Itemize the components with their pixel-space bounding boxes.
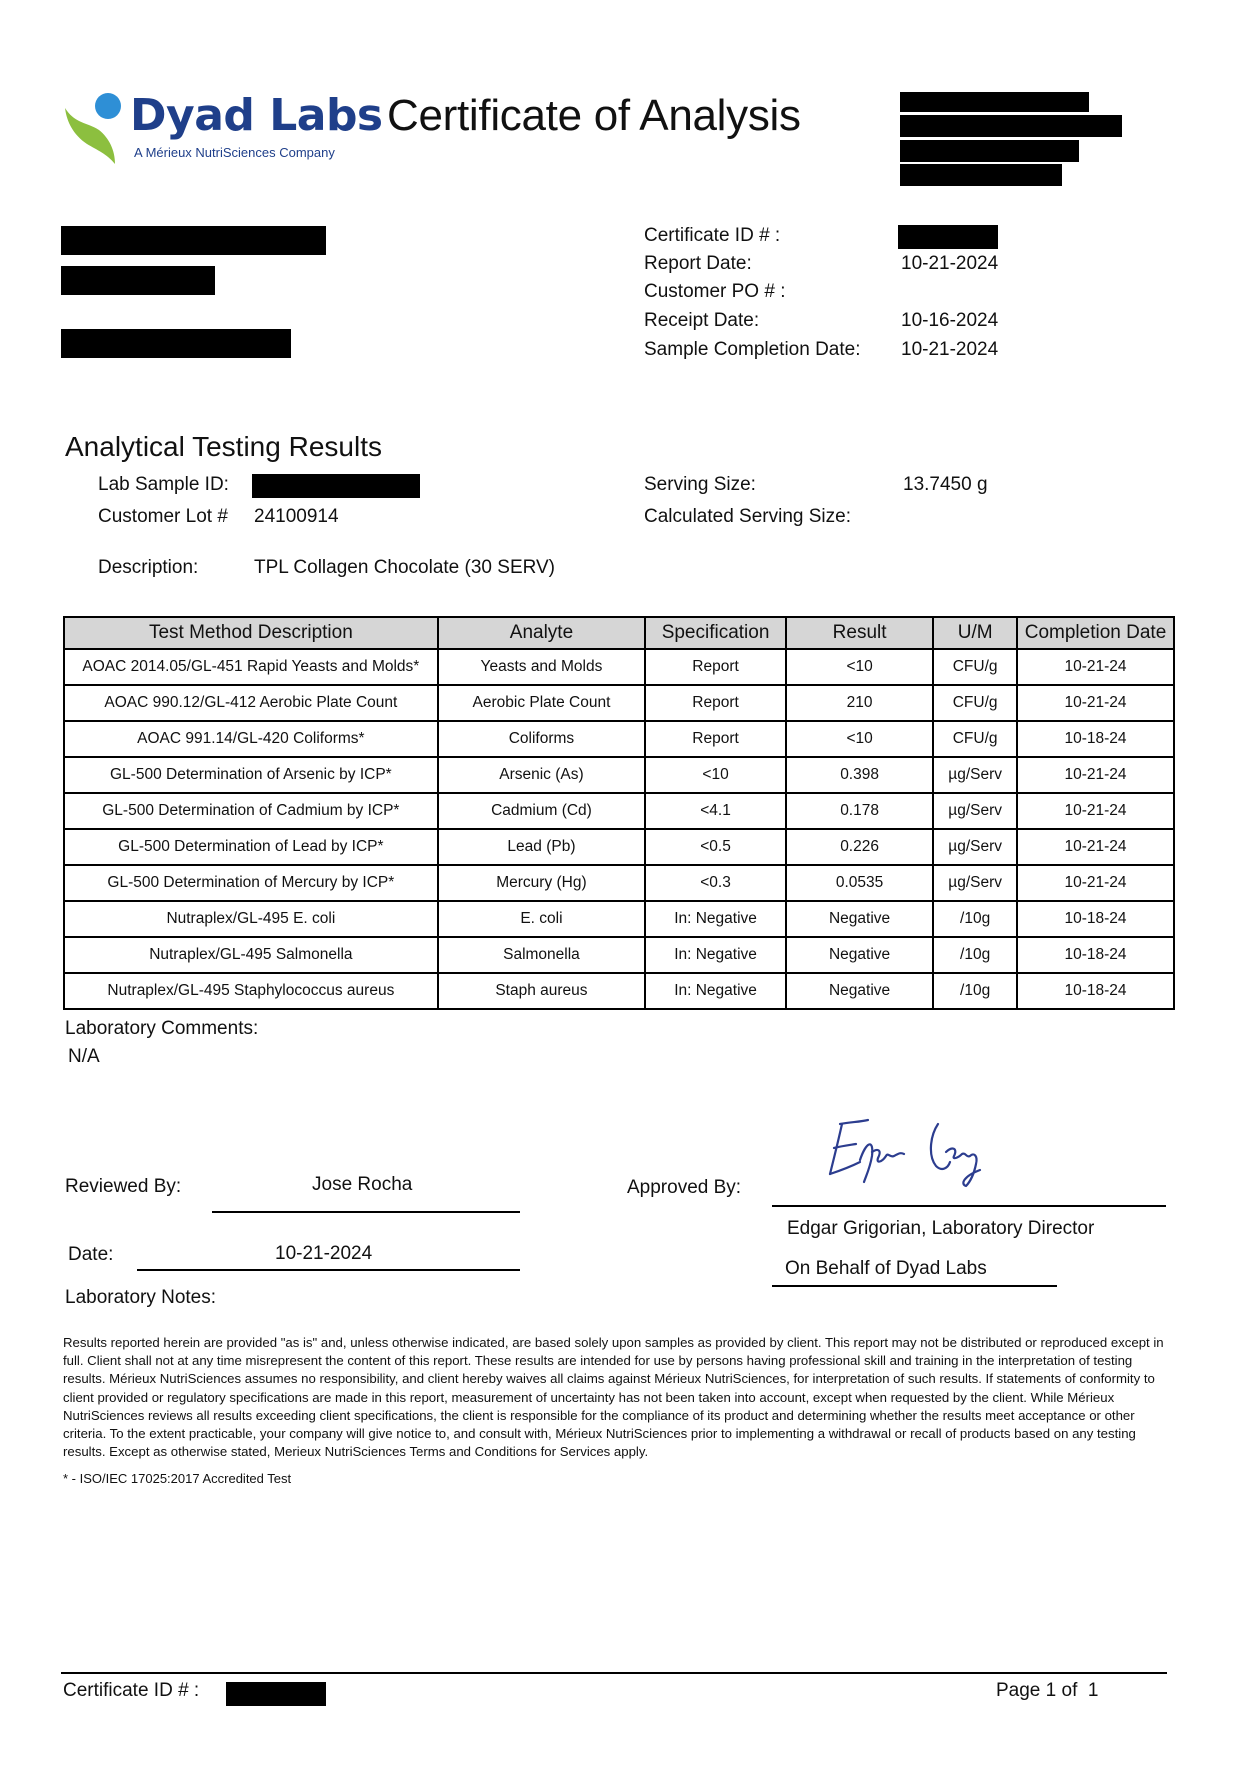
redacted-footer-certificate-id [226, 1682, 326, 1706]
result-cell: Negative [786, 973, 933, 1009]
test-method-cell: GL-500 Determination of Arsenic by ICP* [64, 757, 438, 793]
page-number: Page 1 of 1 [996, 1680, 1099, 1701]
laboratory-comments-text: N/A [68, 1046, 100, 1067]
results-table [63, 616, 1175, 1010]
table-row [64, 685, 1174, 721]
lab-sample-id-label: Lab Sample ID: [98, 474, 229, 495]
table-row [64, 757, 1174, 793]
completion-date-cell: 10-21-24 [1017, 757, 1174, 793]
specification-cell: Report [645, 721, 786, 757]
redacted-block [900, 140, 1079, 162]
column-header: Analyte [438, 617, 645, 649]
table-row [64, 901, 1174, 937]
column-header: Specification [645, 617, 786, 649]
reviewed-by-name: Jose Rocha [312, 1174, 413, 1195]
completion-date-cell: 10-18-24 [1017, 937, 1174, 973]
accreditation-footnote: * - ISO/IEC 17025:2017 Accredited Test [63, 1471, 292, 1486]
serving-size-label: Serving Size: [644, 474, 756, 495]
specification-cell: In: Negative [645, 973, 786, 1009]
column-header: Completion Date [1017, 617, 1174, 649]
table-row [64, 865, 1174, 901]
analyte-cell: Cadmium (Cd) [438, 793, 645, 829]
unit-cell: µg/Serv [933, 829, 1017, 865]
test-method-cell: AOAC 2014.05/GL-451 Rapid Yeasts and Molds* [64, 649, 438, 685]
table-row [64, 793, 1174, 829]
description-value: TPL Collagen Chocolate (30 SERV) [254, 557, 555, 578]
result-cell: Negative [786, 901, 933, 937]
test-method-cell: Nutraplex/GL-495 Staphylococcus aureus [64, 973, 438, 1009]
laboratory-comments-label: Laboratory Comments: [65, 1018, 259, 1039]
report-date-value: 10-21-2024 [901, 253, 999, 274]
laboratory-notes-text: Results reported herein are provided "as is" and, unless otherwise indicated, are based solely upon samples as provided by client. This report may not be distributed or reproduced except in full. Client shall not at any time misrepresent the content of this report. These results are intended for use by persons having professional skill and training in the interpretation of testing results. Mérieux NutriSciences assumes no responsibility, and client hereby waives all claims against Mérieux NutriSciences, for interpretation of such results. If statements of conformity to client provided or regulatory specifications are made in this report, measurement of uncertainty has not been taken into account, except when requested by the client. While Mérieux NutriSciences reviews all results exceeding client specifications, the client is responsible for the compliance of its product and determining whether the results meet acceptance or other criteria. To the extent practicable, your company will give notice to, and consult with, Mérieux NutriSciences prior to implementing a withdrawal or recall of products based on any testing results. Except as otherwise stated, Merieux NutriSciences Terms and Conditions for Services apply. [63, 1335, 1164, 1460]
analyte-cell: E. coli [438, 901, 645, 937]
result-cell: 0.0535 [786, 865, 933, 901]
result-cell: 210 [786, 685, 933, 721]
receipt-date-value: 10-16-2024 [901, 310, 999, 331]
test-method-cell: GL-500 Determination of Lead by ICP* [64, 829, 438, 865]
specification-cell: Report [645, 685, 786, 721]
completion-date-cell: 10-18-24 [1017, 901, 1174, 937]
result-cell: 0.178 [786, 793, 933, 829]
test-method-cell: AOAC 991.14/GL-420 Coliforms* [64, 721, 438, 757]
analyte-cell: Coliforms [438, 721, 645, 757]
completion-date-label: Sample Completion Date: [644, 339, 861, 360]
test-method-cell: GL-500 Determination of Mercury by ICP* [64, 865, 438, 901]
laboratory-notes-label: Laboratory Notes: [65, 1287, 217, 1308]
completion-date-cell: 10-21-24 [1017, 829, 1174, 865]
completion-date-cell: 10-21-24 [1017, 685, 1174, 721]
table-row [64, 829, 1174, 865]
customer-lot-label: Customer Lot # [98, 506, 228, 527]
dyad-labs-logo [63, 90, 383, 170]
test-method-cell: Nutraplex/GL-495 E. coli [64, 901, 438, 937]
brand-tagline: A Mérieux NutriSciences Company [134, 145, 335, 160]
footer-certificate-id-label: Certificate ID # : [63, 1680, 200, 1701]
report-date-label: Report Date: [644, 253, 752, 274]
redacted-block [61, 226, 326, 255]
result-cell: Negative [786, 937, 933, 973]
customer-lot-value: 24100914 [254, 506, 339, 527]
analyte-cell: Arsenic (As) [438, 757, 645, 793]
analyte-cell: Yeasts and Molds [438, 649, 645, 685]
certificate-id-label: Certificate ID # : [644, 225, 781, 246]
completion-date-cell: 10-21-24 [1017, 793, 1174, 829]
result-cell: 0.398 [786, 757, 933, 793]
date-value: 10-21-2024 [275, 1243, 373, 1264]
redacted-block [900, 92, 1089, 112]
table-row [64, 937, 1174, 973]
result-cell: <10 [786, 721, 933, 757]
test-method-cell: AOAC 990.12/GL-412 Aerobic Plate Count [64, 685, 438, 721]
test-method-cell: GL-500 Determination of Cadmium by ICP* [64, 793, 438, 829]
result-cell: <10 [786, 649, 933, 685]
unit-cell: CFU/g [933, 649, 1017, 685]
column-header: Result [786, 617, 933, 649]
analyte-cell: Aerobic Plate Count [438, 685, 645, 721]
completion-date-value: 10-21-2024 [901, 339, 999, 360]
test-method-cell: Nutraplex/GL-495 Salmonella [64, 937, 438, 973]
column-header: U/M [933, 617, 1017, 649]
analyte-cell: Lead (Pb) [438, 829, 645, 865]
column-header: Test Method Description [64, 617, 438, 649]
completion-date-cell: 10-18-24 [1017, 721, 1174, 757]
on-behalf-line [772, 1285, 1057, 1287]
redacted-block [61, 329, 291, 358]
redacted-block [900, 115, 1122, 137]
result-cell: 0.226 [786, 829, 933, 865]
handwritten-signature [820, 1112, 1000, 1192]
analyte-cell: Mercury (Hg) [438, 865, 645, 901]
table-row [64, 721, 1174, 757]
redacted-block [61, 266, 215, 295]
reviewed-by-line [212, 1211, 520, 1213]
redacted-certificate-id [898, 225, 998, 249]
unit-cell: µg/Serv [933, 865, 1017, 901]
unit-cell: /10g [933, 973, 1017, 1009]
completion-date-cell: 10-21-24 [1017, 649, 1174, 685]
table-header-row [64, 617, 1174, 649]
completion-date-cell: 10-21-24 [1017, 865, 1174, 901]
table-row [64, 649, 1174, 685]
table-row [64, 973, 1174, 1009]
approved-by-label: Approved By: [627, 1177, 742, 1198]
redacted-lab-sample-id [252, 474, 420, 498]
unit-cell: µg/Serv [933, 793, 1017, 829]
document-title: Certificate of Analysis [387, 91, 801, 140]
analyte-cell: Salmonella [438, 937, 645, 973]
on-behalf-of: On Behalf of Dyad Labs [785, 1258, 987, 1279]
approver-name: Edgar Grigorian, Laboratory Director [787, 1218, 1095, 1239]
unit-cell: CFU/g [933, 685, 1017, 721]
analyte-cell: Staph aureus [438, 973, 645, 1009]
reviewed-by-label: Reviewed By: [65, 1176, 182, 1197]
footer-divider [61, 1672, 1167, 1674]
unit-cell: /10g [933, 901, 1017, 937]
unit-cell: µg/Serv [933, 757, 1017, 793]
specification-cell: <4.1 [645, 793, 786, 829]
brand-name: Dyad Labs [130, 90, 383, 141]
date-line [137, 1269, 520, 1271]
customer-po-label: Customer PO # : [644, 281, 786, 302]
specification-cell: In: Negative [645, 901, 786, 937]
specification-cell: Report [645, 649, 786, 685]
date-label: Date: [68, 1244, 114, 1265]
calculated-serving-size-label: Calculated Serving Size: [644, 506, 851, 527]
completion-date-cell: 10-18-24 [1017, 973, 1174, 1009]
specification-cell: <0.3 [645, 865, 786, 901]
approved-by-line [772, 1205, 1166, 1207]
specification-cell: <0.5 [645, 829, 786, 865]
leaf-dot-icon [63, 90, 123, 170]
redacted-block [900, 164, 1062, 186]
section-title: Analytical Testing Results [65, 431, 382, 462]
unit-cell: /10g [933, 937, 1017, 973]
unit-cell: CFU/g [933, 721, 1017, 757]
specification-cell: In: Negative [645, 937, 786, 973]
description-label: Description: [98, 557, 199, 578]
specification-cell: <10 [645, 757, 786, 793]
receipt-date-label: Receipt Date: [644, 310, 760, 331]
serving-size-value: 13.7450 g [903, 474, 988, 495]
